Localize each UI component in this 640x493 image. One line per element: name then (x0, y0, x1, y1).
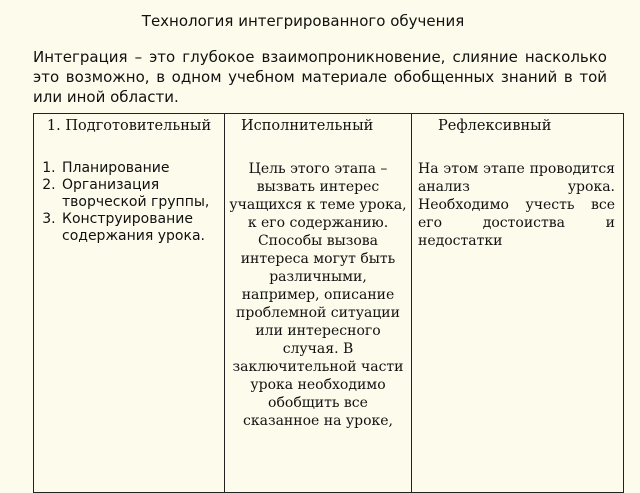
header-executive: Исполнительный (241, 118, 374, 134)
header-reflexive: Рефлексивный (438, 118, 552, 134)
stages-table (33, 113, 624, 493)
header-preparatory: 1. Подготовительный (46, 118, 212, 134)
header-cell-preparatory (34, 114, 225, 155)
reflexive-text: На этом этапе проводится анализ урока. Необходимо учесть все его достоиства и недостатки (418, 161, 615, 249)
intro-paragraph: Интеграция – это глубокое взаимопроникновение, слияние насколько это возможно, в одном учебном материале обобщенных знаний в той или иной области. (33, 48, 607, 106)
cell-reflexive (412, 154, 624, 493)
table-body-row (34, 154, 624, 493)
table-header-row (34, 114, 624, 155)
header-cell-executive (225, 114, 412, 155)
list-item: 1. Планирование (60, 160, 224, 177)
cell-preparatory (34, 154, 225, 493)
preparatory-steps-list (34, 160, 224, 245)
list-item: 2. Организация творческой группы, (60, 177, 224, 211)
executive-text: Цель этого этапа – вызвать интерес учащихся к теме урока, к его содержанию. Способы вызова интереса могут быть различными, например, описание проблемной ситуации или интересного случая. В заключительной части урока необходимо обобщить все сказанное на уроке, (229, 161, 407, 429)
header-cell-reflexive (412, 114, 624, 155)
slide-title: Технология интегрированного обучения (141, 12, 465, 30)
list-item: 3. Конструирование содержания урока. (60, 211, 224, 245)
cell-executive (225, 154, 412, 493)
